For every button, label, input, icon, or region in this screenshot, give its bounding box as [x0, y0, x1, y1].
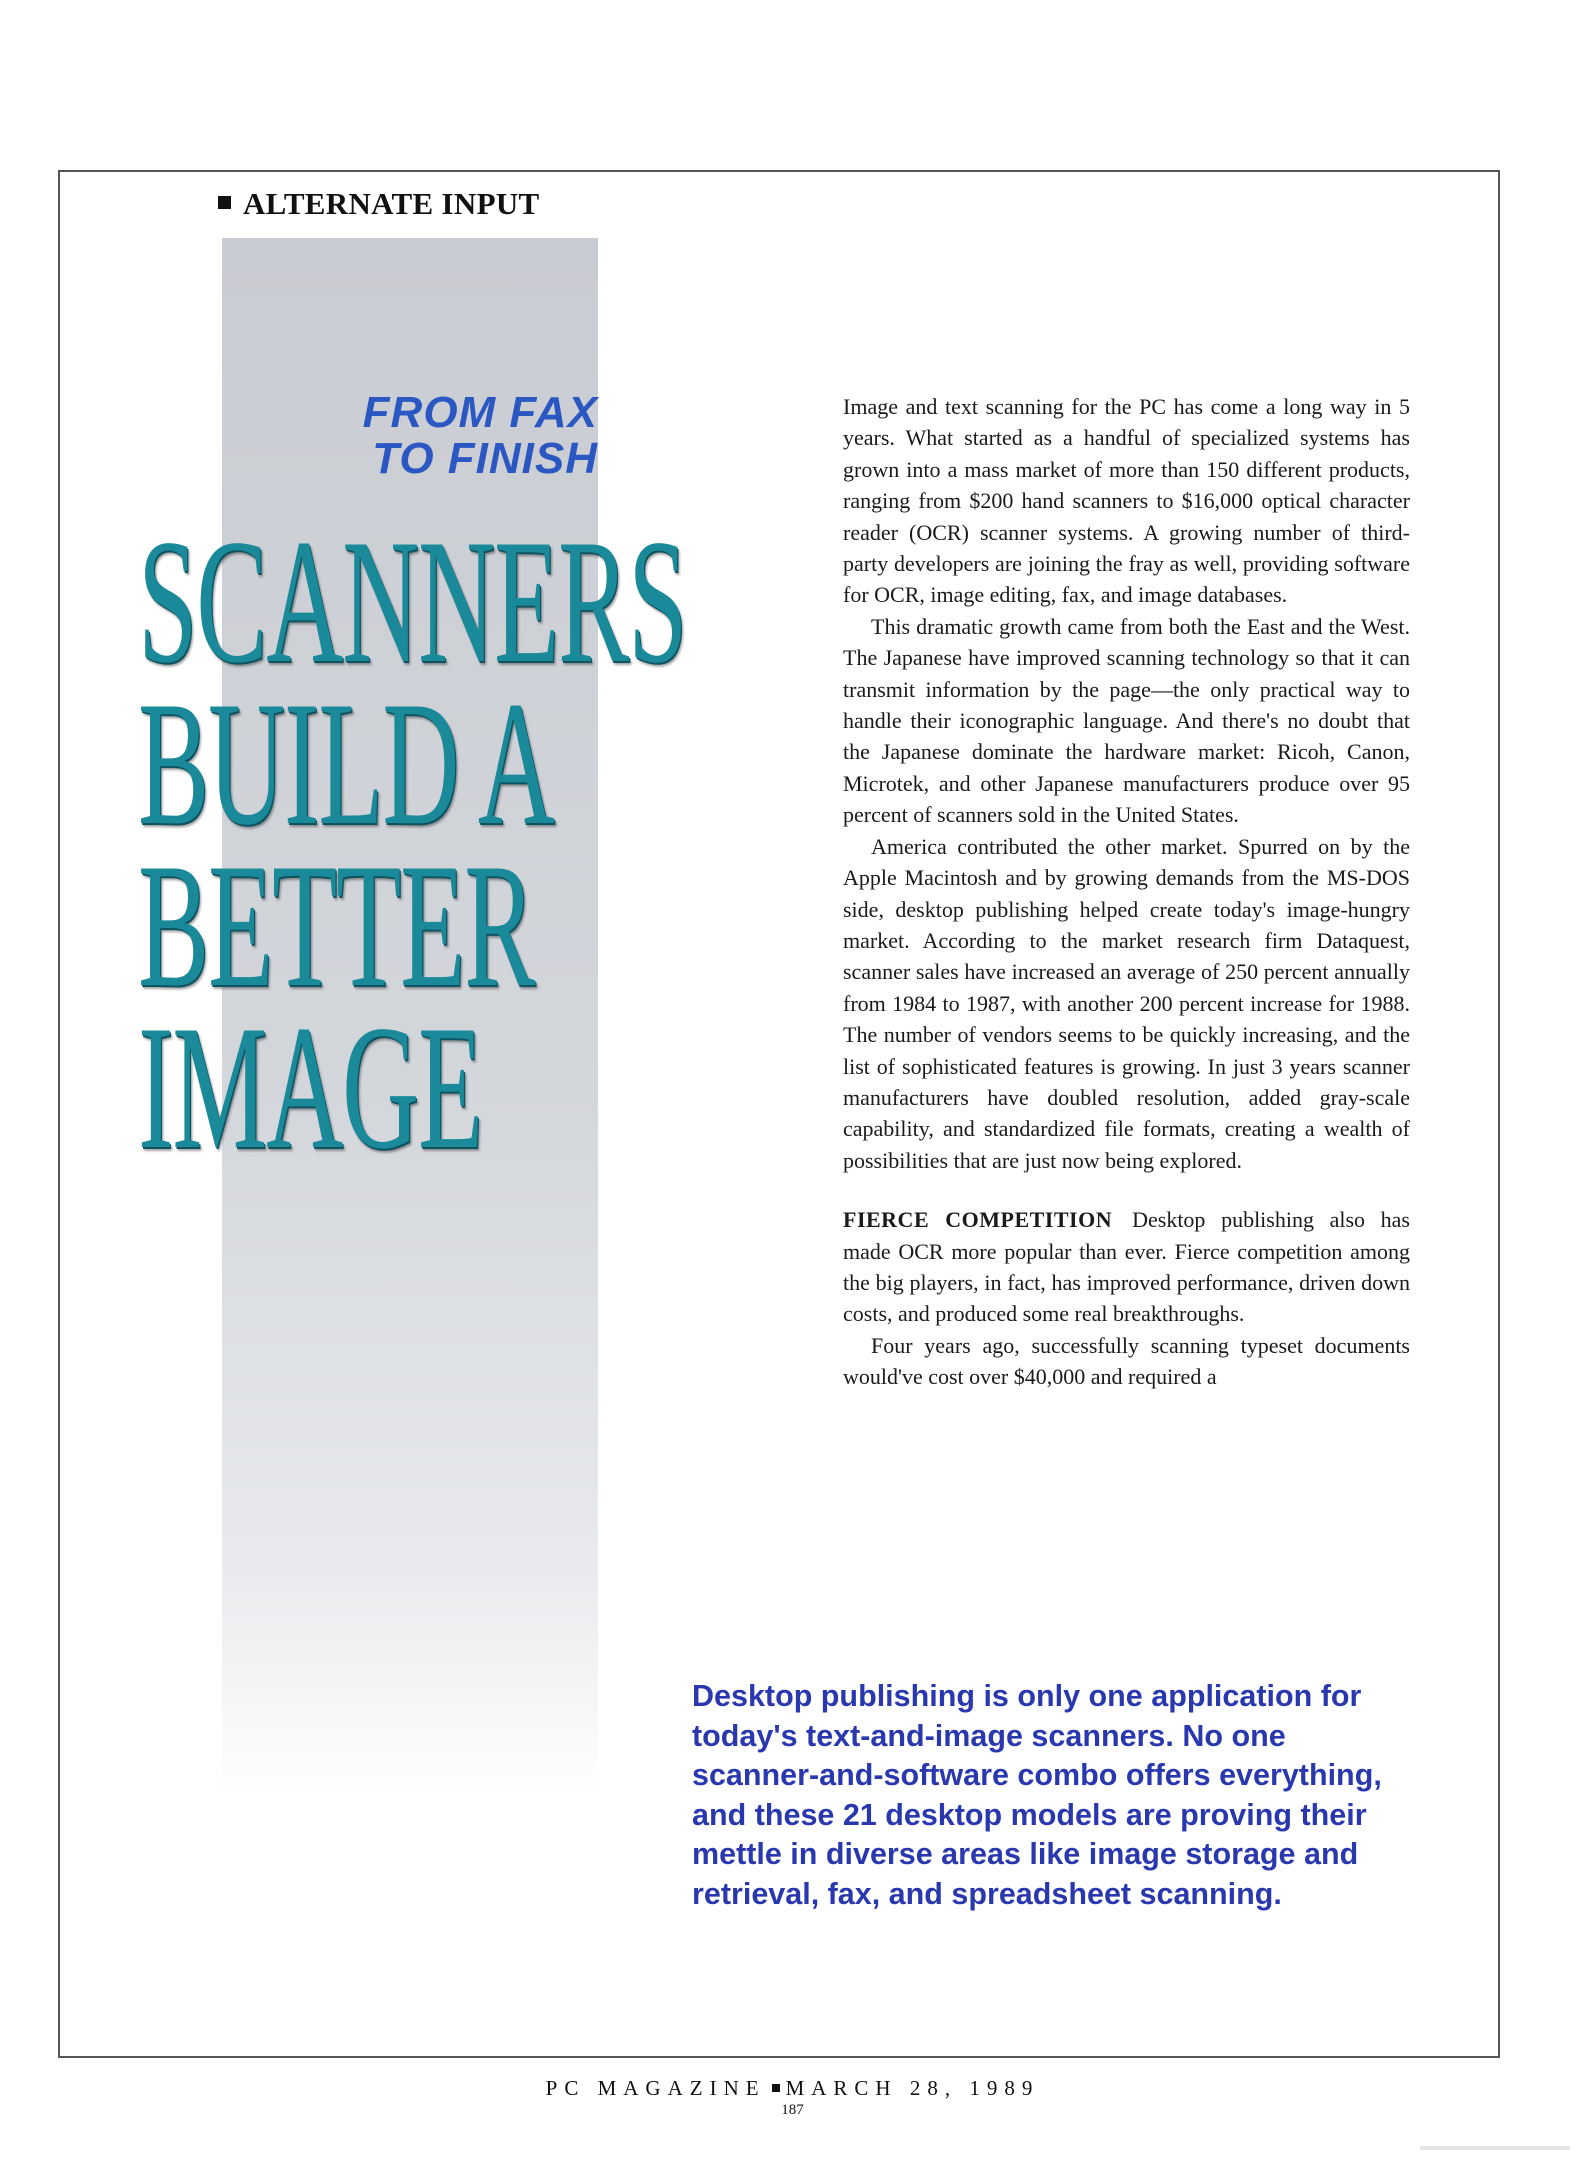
body-paragraph-3: America contributed the other market. Spurred on by the Apple Macintosh and by growing demands from the MS-DOS side, desktop publishing helped create today's image-hungry market. According to the market research firm Dataquest, scanner sales have increased an average of 250 percent annually from 1984 to 1987, with another 200 percent increase for 1988. The number of vendors seems to be quickly increasing, and the list of sophisticated features is growing. In just 3 years scanner manufacturers have doubled resolution, added gray-scale capability, and standardized file formats, creating a wealth of possibilities that are just now being explored. — [843, 833, 1410, 1173]
square-separator-icon — [772, 2084, 780, 2092]
headline-line-3: BETTER — [138, 826, 535, 1024]
scan-artifact — [1420, 2146, 1570, 2150]
section-label — [218, 186, 540, 222]
article-body — [843, 391, 1410, 1393]
footer-date: MARCH 28, 1989 — [785, 2076, 1040, 2100]
body-paragraph-4 — [843, 1204, 1410, 1330]
subhead-fierce-competition: FIERCE COMPETITION — [843, 1207, 1113, 1233]
footer-publication: PC MAGAZINE — [545, 2076, 766, 2100]
kicker-line-2: TO FINISH — [372, 434, 598, 483]
body-paragraph-5: Four years ago, successfully scanning typeset documents would've cost over $40,000 and required a — [843, 1332, 1410, 1390]
headline — [138, 502, 687, 1186]
headline-line-2: BUILD A — [138, 664, 554, 862]
kicker — [238, 390, 598, 482]
page-number: 187 — [781, 2102, 804, 2118]
footer-folio — [0, 2076, 1585, 2101]
body-paragraph-4-text: Desktop publishing also has made OCR more popular than ever. Fierce competition among the big players, in fact, has improved performance, driven down costs, and produced some real breakthroughs. — [843, 1207, 1410, 1327]
headline-line-1: SCANNERS — [138, 502, 687, 700]
section-label-text: ALTERNATE INPUT — [243, 186, 540, 221]
headline-line-4: IMAGE — [138, 988, 483, 1186]
square-bullet-icon — [218, 196, 231, 209]
deck-summary: Desktop publishing is only one application for today's text-and-image scanners. No one scanner-and-software combo offers everything, and these 21 desktop models are proving their mettle in diverse areas like image storage and retrieval, fax, and spreadsheet scanning. — [692, 1679, 1382, 1911]
body-paragraph-2: This dramatic growth came from both the East and the West. The Japanese have improved scanning technology so that it can transmit information by the page—the only practical way to handle their iconographic language. And there's no doubt that the Japanese dominate the hardware market: Ricoh, Canon, Microtek, and other Japanese manufacturers produce over 95 percent of scanners sold in the United States. — [843, 613, 1410, 828]
body-paragraph-1: Image and text scanning for the PC has come a long way in 5 years. What started as a handful of specialized systems has grown into a mass market of more than 150 different products, ranging from $200 hand scanners to $16,000 optical character reader (OCR) scanner systems. A growing number of third-party developers are joining the fray as well, providing software for OCR, image editing, fax, and image databases. — [843, 394, 1410, 608]
kicker-line-1: FROM FAX — [362, 388, 598, 437]
